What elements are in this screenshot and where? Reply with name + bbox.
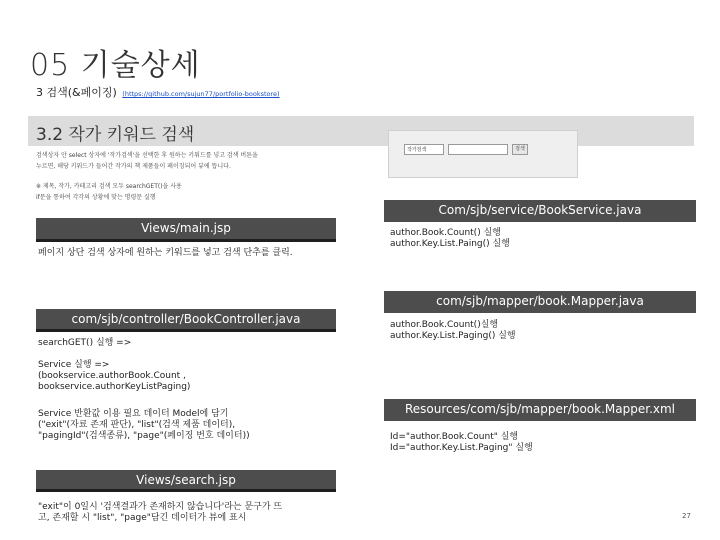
mapper-header: com/sjb/mapper/book.Mapper.java bbox=[384, 291, 696, 313]
model-block bbox=[38, 409, 338, 442]
search-jsp-header: Views/search.jsp bbox=[36, 470, 336, 492]
search-type-select: 작가검색 bbox=[404, 144, 444, 155]
service-call-block bbox=[38, 360, 338, 393]
mapper-method-line: author.Book.Count()실행 bbox=[390, 320, 499, 330]
service-line: bookservice.authorKeyListPaging) bbox=[38, 382, 191, 392]
service-line: Service 실행 => bbox=[38, 360, 110, 370]
search-button: 검색 bbox=[512, 144, 528, 155]
model-line: ("exit"(자료 존재 판단), "list"(검색 제품 데이터), bbox=[38, 420, 236, 430]
feature-note bbox=[36, 181, 346, 203]
github-link[interactable]: (https://github.com/sujun77/portfolio-bookstore) bbox=[122, 90, 280, 98]
main-jsp-description: 페이지 상단 검색 상자에 원하는 키워드를 넣고 검색 단추를 클릭. bbox=[38, 248, 293, 258]
mapper-xml-line: Id="author.Key.List.Paging" 실행 bbox=[390, 443, 533, 453]
service-line: (bookservice.authorBook.Count , bbox=[38, 371, 186, 381]
search-jsp-description bbox=[38, 502, 338, 524]
mapper-method-line: author.Key.List.Paging() 실행 bbox=[390, 331, 516, 341]
controller-header: com/sjb/controller/BookController.java bbox=[36, 309, 336, 332]
note-line: ※ 제목, 작가, 카테고리 검색 모두 searchGET()을 사용 bbox=[36, 183, 182, 190]
service-header: Com/sjb/service/BookService.java bbox=[384, 200, 696, 222]
search-desc-line: "exit"이 0일시 '검색결과가 존재하지 않습니다'라는 문구가 뜨 bbox=[38, 502, 283, 512]
search-desc-line: 고, 존재할 시 "list", "page"담긴 데이터가 뷰에 표시 bbox=[38, 513, 247, 523]
main-jsp-header: Views/main.jsp bbox=[36, 218, 336, 242]
search-keyword-input bbox=[448, 144, 508, 155]
service-methods bbox=[390, 228, 510, 250]
subtitle-row bbox=[36, 84, 280, 100]
service-method-line: author.Book.Count() 실행 bbox=[390, 228, 501, 238]
mapper-xml-queries bbox=[390, 432, 533, 454]
page-title: 05 기술상세 bbox=[30, 48, 201, 83]
note-line: if문을 통하여 각각의 상황에 맞는 명령문 실행 bbox=[36, 194, 156, 201]
mapper-xml-line: Id="author.Book.Count" 실행 bbox=[390, 432, 519, 442]
service-method-line: author.Key.List.Paing() 실행 bbox=[390, 239, 510, 249]
mapper-methods bbox=[390, 320, 516, 342]
page-number: 27 bbox=[682, 512, 691, 520]
feature-description bbox=[36, 150, 346, 172]
mapper-xml-header: Resources/com/sjb/mapper/book.Mapper.xml bbox=[384, 399, 696, 421]
model-line: "pagingId"(검색종류), "page"(페이징 번호 데이터)) bbox=[38, 431, 250, 441]
description-line: 검색상자 안 select 상자에 '작가검색'을 선택한 후 원하는 키워드를 넣고 검색 버튼을 bbox=[36, 152, 258, 159]
section-title: 3.2 작가 키워드 검색 bbox=[36, 125, 195, 145]
subtitle-text: 3 검색(&페이징) bbox=[36, 86, 117, 99]
search-get-call: searchGET() 실행 => bbox=[38, 338, 132, 348]
model-line: Service 반환값 이용 필요 데이터 Model에 담기 bbox=[38, 409, 229, 419]
description-line: 누르면, 해당 키워드가 들어간 작가의 책 제품들이 페이징되어 뷰에 뜹니다. bbox=[36, 163, 231, 170]
